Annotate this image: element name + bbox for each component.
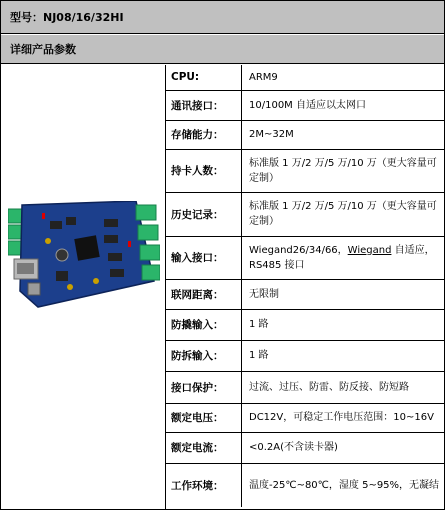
section-header: 详细产品参数 (1, 35, 444, 64)
spec-key: 防拆输入： (166, 340, 242, 371)
spec-row (166, 192, 444, 236)
spec-key: 存储能力： (166, 120, 242, 149)
spec-row (166, 149, 444, 192)
spec-key: 额定电流： (166, 432, 242, 463)
spec-row (166, 236, 444, 279)
spec-value: 1 路 (242, 340, 445, 371)
spec-row (166, 463, 444, 507)
spec-key: 联网距离： (166, 279, 242, 309)
spec-row (166, 403, 444, 432)
product-photo-cell (1, 65, 166, 509)
model-header: 型号：NJ08/16/32HI (1, 1, 444, 34)
spec-value-part: Wiegand26/34/66， (249, 244, 348, 256)
spec-value: 标准版 1 万/2 万/5 万/10 万（更大容量可定制） (242, 149, 445, 192)
spec-key: 历史记录： (166, 192, 242, 236)
spec-value: ARM9 (242, 65, 445, 90)
spec-row (166, 371, 444, 403)
spec-value: <0.2A(不含读卡器) (242, 432, 445, 463)
spec-row (166, 65, 444, 90)
spec-key: 持卡人数： (166, 149, 242, 192)
spec-value-part: Wiegand (347, 244, 392, 256)
spec-key: 输入接口： (166, 236, 242, 279)
spec-value: DC12V，可稳定工作电压范围：10~16V (242, 403, 445, 432)
spec-key: 工作环境： (166, 463, 242, 507)
spec-value: 无限制 (242, 279, 445, 309)
spec-value: 标准版 1 万/2 万/5 万/10 万（更大容量可定制） (242, 192, 445, 236)
spec-row (166, 279, 444, 309)
controller-board-image (8, 201, 160, 311)
spec-value: 2M~32M (242, 120, 445, 149)
spec-key: CPU: (166, 65, 242, 90)
spec-row (166, 340, 444, 371)
spec-table (166, 65, 444, 507)
spec-key: 通讯接口： (166, 90, 242, 120)
spec-value: 过流、过压、防雷、防反接、防短路 (242, 371, 445, 403)
spec-value-part: 自适应，RS485 接口 (249, 244, 435, 271)
spec-value: 温度-25℃~80℃，湿度 5~95%，无凝结 (249, 479, 440, 491)
spec-value: 10/100M 自适应以太网口 (242, 90, 445, 120)
spec-body (1, 65, 444, 509)
spec-row (166, 90, 444, 120)
spec-key: 额定电压： (166, 403, 242, 432)
spec-value: 1 路 (242, 309, 445, 340)
spec-key: 接口保护： (166, 371, 242, 403)
spec-row (166, 432, 444, 463)
spec-row (166, 120, 444, 149)
spec-key: 防撬输入： (166, 309, 242, 340)
spec-row (166, 309, 444, 340)
spec-value (242, 236, 445, 279)
